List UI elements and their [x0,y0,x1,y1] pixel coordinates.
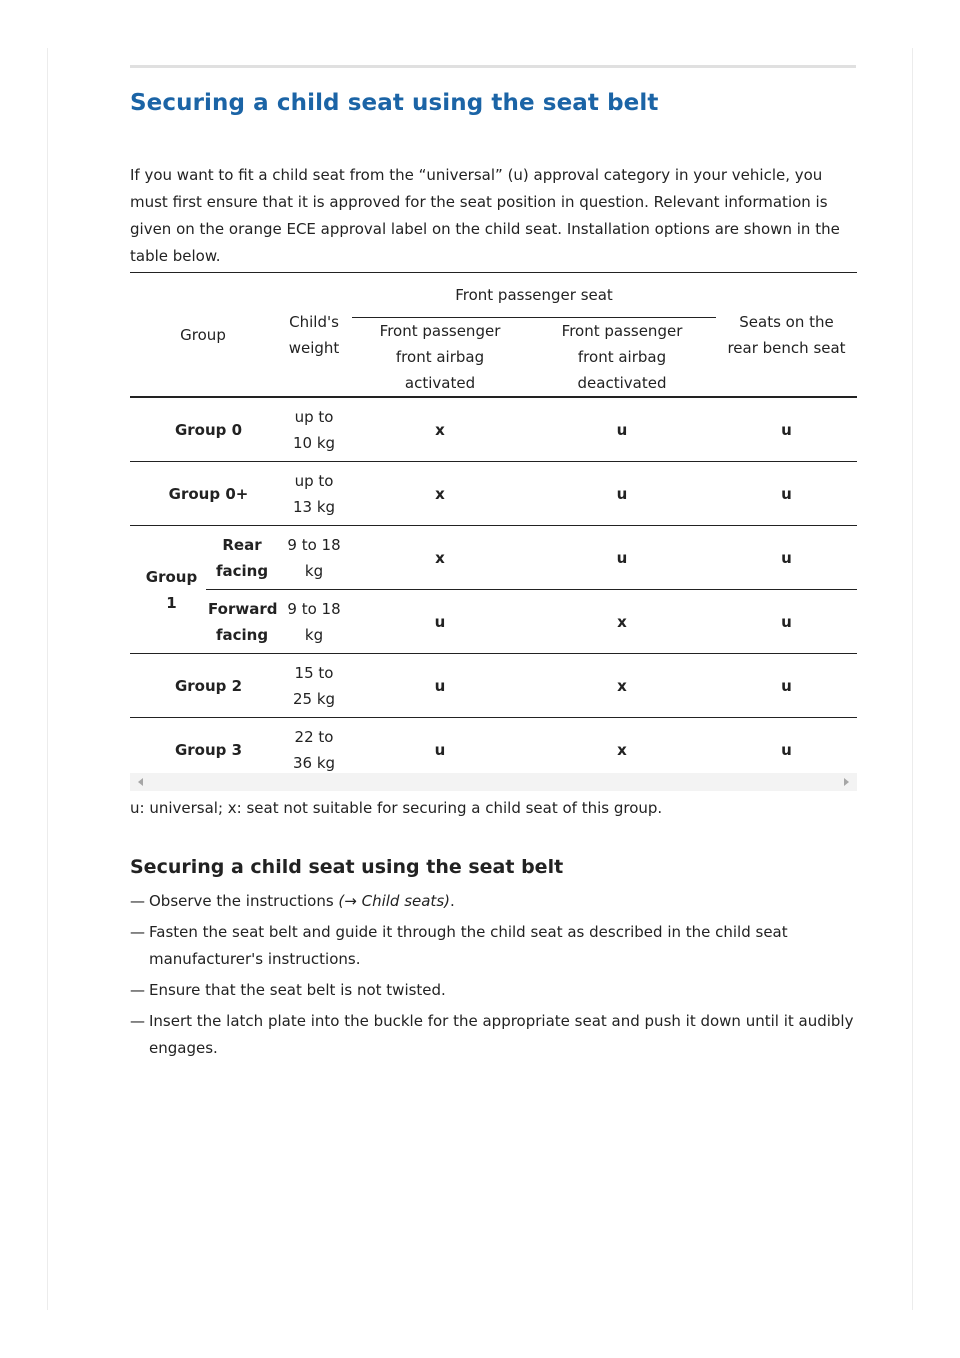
row-group: Group 3 [130,718,276,783]
list-item [130,919,860,973]
row-airbag-on: x [352,462,528,526]
table-horizontal-scrollbar[interactable] [130,773,857,791]
table-row [130,654,857,718]
row-airbag-on: u [352,590,528,654]
row-airbag-on: u [352,654,528,718]
intro-paragraph: If you want to fit a child seat from the “universal” (u) approval category in your vehicle, you must first ensure that it is approved for the seat position in question. Relevant information is given on the orange ECE approval label on the child seat. Installation options are shown in the table below. [130,166,840,265]
header-group: Group [130,273,276,398]
instruction-list [130,888,860,1066]
dash-bullet: — [130,981,145,999]
section-title: Securing a child seat using the seat belt [130,856,564,878]
dash-bullet: — [130,892,145,910]
table-legend: u: universal; x: seat not suitable for securing a child seat of this group. [130,799,663,817]
row-airbag-on: x [352,526,528,590]
list-item [130,888,860,915]
row-rear: u [716,462,857,526]
row-airbag-off: x [528,718,716,783]
row-rear: u [716,654,857,718]
table-row [130,526,857,590]
row-weight: up to 10 kg [276,397,352,462]
step-text: Fasten the seat belt and guide it through the child seat as described in the child seat manufacturer's instructions. [149,923,788,968]
row-weight: 22 to 36 kg [276,718,352,783]
child-seat-table [130,272,857,783]
list-item [130,977,860,1004]
row-weight: up to 13 kg [276,462,352,526]
row-airbag-on: x [352,397,528,462]
child-seats-link[interactable]: (→ Child seats) [338,892,450,910]
scroll-left-arrow-icon[interactable] [138,778,143,786]
row-rear: u [716,718,857,783]
row-rear: u [716,526,857,590]
header-airbag-deactivated: Front passenger front airbag deactivated [561,322,683,392]
step-text: Observe the instructions [149,892,339,910]
row-group: Group 0+ [130,462,276,526]
row-airbag-off: x [528,654,716,718]
row-subgroup: Forward facing [206,590,276,654]
row-weight: 9 to 18 kg [276,590,352,654]
row-weight: 15 to 25 kg [276,654,352,718]
header-front-seat: Front passenger seat [352,273,716,318]
header-airbag-activated: Front passenger front airbag activated [379,322,501,392]
step-text: Insert the latch plate into the buckle for the appropriate seat and push it down until it audibly engages. [149,1012,854,1057]
header-weight: Child's weight [276,273,352,398]
row-airbag-off: u [528,397,716,462]
row-group: Group 2 [130,654,276,718]
row-airbag-on: u [352,718,528,783]
top-divider [130,65,856,68]
row-weight: 9 to 18 kg [276,526,352,590]
row-airbag-off: u [528,526,716,590]
table-row [130,397,857,462]
row-airbag-off: x [528,590,716,654]
page-title: Securing a child seat using the seat belt [130,90,659,116]
page-margin-right [912,48,913,1310]
table-row [130,462,857,526]
page-margin-left [47,48,48,1310]
header-rear-seat: Seats on the rear bench seat [716,273,857,398]
row-airbag-off: u [528,462,716,526]
row-rear: u [716,590,857,654]
row-subgroup: Rear facing [206,526,276,590]
row-group: Group 1 [130,526,206,654]
row-group: Group 0 [130,397,276,462]
scroll-right-arrow-icon[interactable] [844,778,849,786]
list-item [130,1008,860,1062]
step-text: Ensure that the seat belt is not twisted. [149,981,446,999]
row-rear: u [716,397,857,462]
table-row [130,590,857,654]
dash-bullet: — [130,1012,145,1030]
step-end: . [449,892,455,910]
dash-bullet: — [130,923,145,941]
